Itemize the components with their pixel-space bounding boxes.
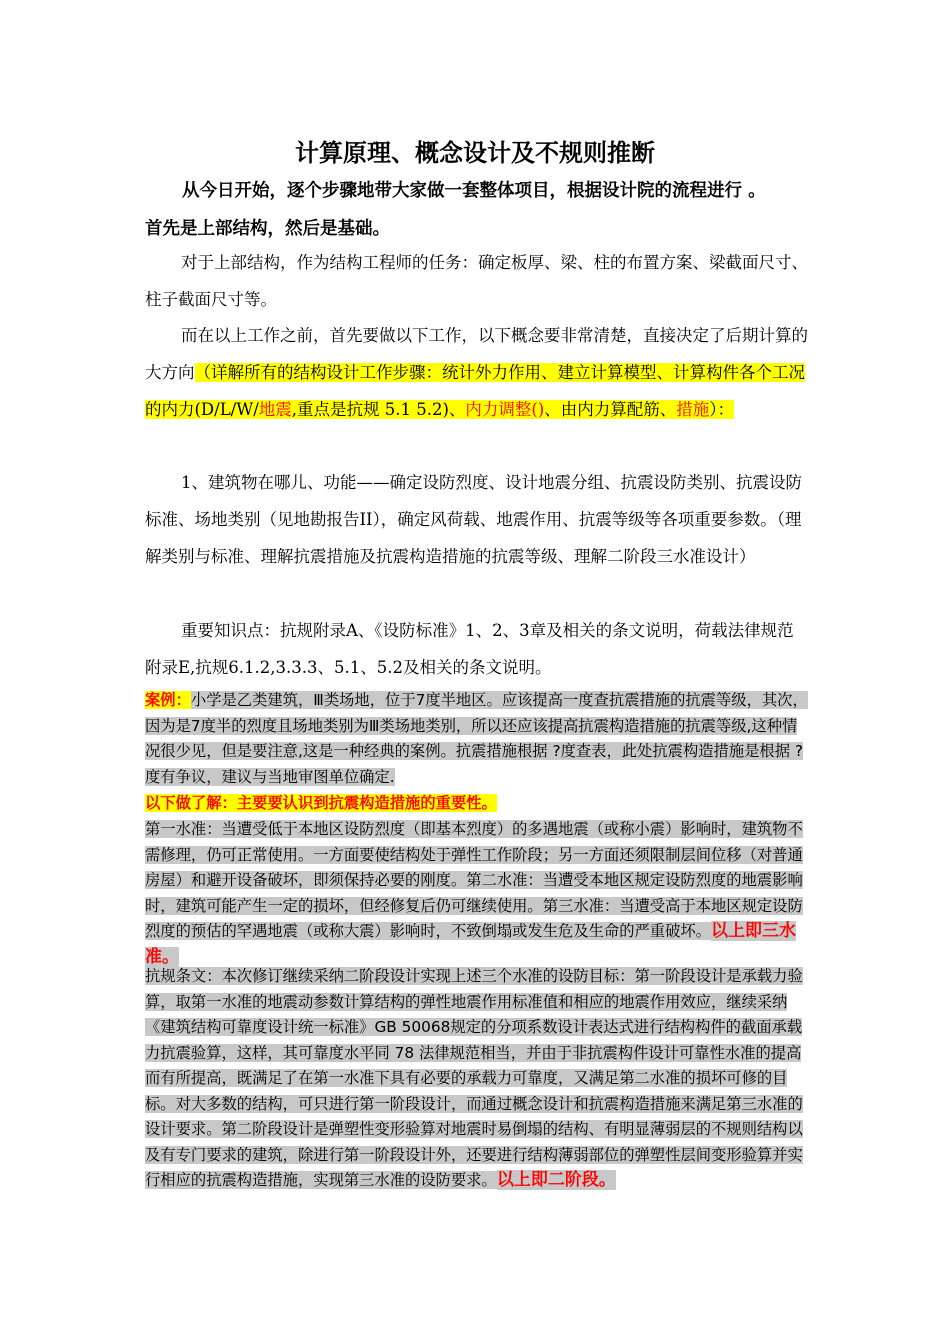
- intro-line-1: 从今日开始，逐个步骤地带大家做一套整体项目，根据设计院的流程进行 。: [182, 181, 766, 201]
- paragraph-preliminary-work: [145, 317, 809, 428]
- three-levels-block: [145, 817, 809, 970]
- document-title: 计算原理、概念设计及不规则推断: [295, 139, 655, 167]
- highlight-measures: 措施: [676, 400, 710, 419]
- paragraph-key-points-text: 重要知识点：抗规附录A、《设防标准》1、2、3章及相关的条文说明，荷载法律规范附录E,抗规6.1.2,3.3.3、5.1、5.2及相关的条文说明。: [145, 621, 794, 677]
- highlight-steps: （详解所有的结构设计工作步骤：统计外力作用、建立计算模型、计算构件各个工况的内力(D/L/W/: [145, 363, 805, 419]
- paragraph-building-location-text: 1、建筑物在哪儿、功能——确定设防烈度、设计地震分组、抗震设防类别、抗震设防标准、场地类别（见地勘报告II），确定风荷载、地震作用、抗震等级等各项重要参数。（理解类别与标准、理解抗震措施及抗震构造措施的抗震等级、理解二阶段三水准设计）: [145, 473, 802, 566]
- learn-heading: 以下做了解：主要要认识到抗震构造措施的重要性。: [145, 794, 497, 812]
- code-provision-text: 抗规条文：本次修订继续采纳二阶段设计实现上述三个水准的设防目标：第一阶段设计是承载力验算，取第一水准的地震动参数计算结构的弹性地震作用标准值和相应的地震作用效应，继续采纳《建筑结构可靠度设计统一标准》GB 50068规定的分项系数设计表达式进行结构构件的截面承载力抗震验算，这样，其可靠度水平同 78 法律规范相当，并由于非抗震构件设计可靠性水准的提高而有所提高，既满足了在第一水准下具有必要的承载力可靠度，又满足第二水准的损坏可修的目标。对大多数的结构，可只进行第一阶段设计，而通过概念设计和抗震构造措施来满足第三水准的设计要求。第二阶段设计是弹塑性变形验算对地震时易倒塌的结构、有明显薄弱层的不规则结构以及有专门要求的建筑，除进行第一阶段设计外，还要进行结构薄弱部位的弹塑性层间变形验算并实行相应的抗震构造措施，实现第三水准的设防要求。: [145, 967, 803, 1189]
- paragraph-preliminary-text: 而在以上工作之前，首先要做以下工作，以下概念要非常清楚，直接决定了后期计算的大方向: [145, 326, 808, 382]
- intro-line-2: 首先是上部结构，然后是基础。: [145, 219, 390, 239]
- highlight-reinforcement: 、由内力算配筋、: [544, 400, 677, 419]
- highlight-earthquake: 地震: [258, 400, 292, 419]
- highlight-close: ）：: [709, 400, 735, 419]
- case-block: [145, 688, 809, 790]
- highlight-code-ref: ,重点是抗规 5.1 5.2)、: [291, 400, 466, 419]
- paragraph-upper-structure: [145, 244, 809, 318]
- two-stages-note: 以上即二阶段。: [496, 1170, 616, 1190]
- case-label: 案例：: [145, 691, 191, 709]
- paragraph-building-location: [145, 464, 809, 575]
- code-provision-block: [145, 964, 809, 1194]
- case-text: 小学是乙类建筑，Ⅲ类场地，位于7度半地区。应该提高一度查抗震措施的抗震等级，其次，因为是7度半的烈度且场地类别为Ⅲ类场地类别，所以还应该提高抗震构造措施的抗震等级,这种情况很少见，但是要注意,这是一种经典的案例。抗震措施根据 ?度查表，此处抗震构造措施是根据 ? 度有争议，建议与当地审图单位确定.: [145, 691, 808, 786]
- highlight-force-adjust: 内力调整(): [465, 400, 545, 419]
- paragraph-upper-structure-text: 对于上部结构，作为结构工程师的任务：确定板厚、梁、柱的布置方案、梁截面尺寸、柱子截面尺寸等。: [145, 253, 808, 309]
- intro-paragraph: [145, 172, 805, 248]
- learn-heading-block: [145, 791, 809, 817]
- three-levels-text: 第一水准：当遭受低于本地区设防烈度（即基本烈度）的多遇地震（或称小震）影响时，建筑物不需修理，仍可正常使用。一方面要使结构处于弹性工作阶段；另一方面还须限制层间位移（对普通房屋）和避开设备破坏，即须保持必要的刚度。第二水准：当遭受本地区规定设防烈度的地震影响时，建筑可能产生一定的损坏，但经修复后仍可继续使用。第三水准：当遭受高于本地区规定设防烈度的预估的罕遇地震（或称大震）影响时，不致倒塌或发生危及生命的严重破坏。: [145, 820, 803, 940]
- paragraph-key-points: [145, 612, 809, 686]
- three-levels-note: 以上即三水准。: [145, 921, 796, 967]
